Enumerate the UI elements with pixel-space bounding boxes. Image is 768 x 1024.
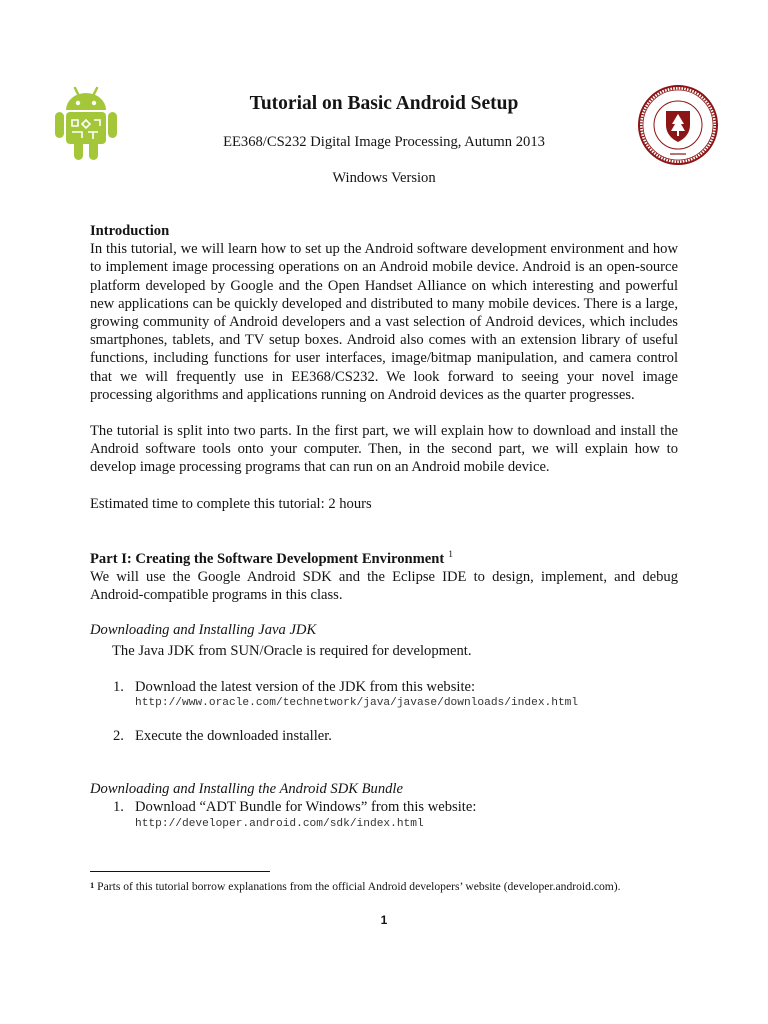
footnote-reference[interactable]: 1 xyxy=(448,549,454,560)
footnote-mark: 1 xyxy=(90,880,95,890)
footnote-text: Parts of this tutorial borrow explanations from the official Android developers’ website (developer.android.com). xyxy=(97,880,621,893)
sdk-download-link[interactable]: http://developer.android.com/sdk/index.html xyxy=(135,817,424,830)
java-step-1 xyxy=(90,678,678,710)
sdk-section-heading: Downloading and Installing the Android SDK Bundle xyxy=(90,781,403,798)
version-line: Windows Version xyxy=(332,170,436,186)
parts-overview-paragraph: The tutorial is split into two parts. In the first part, we will explain how to download and install the Android software tools onto your computer. Then, in the second part, we will explain how to develop image processing programs that can run on an Android mobile device. xyxy=(90,423,678,476)
java-step-2-number: 2. xyxy=(113,728,124,745)
time-estimate: Estimated time to complete this tutorial: 2 hours xyxy=(90,495,372,512)
java-step-1-text: Download the latest version of the JDK from this website: xyxy=(135,678,476,695)
sdk-step-1-body xyxy=(135,798,678,830)
course-line: EE368/CS232 Digital Image Processing, Autumn 2013 xyxy=(223,134,545,150)
footnote xyxy=(90,879,621,894)
java-step-1-number: 1. xyxy=(113,678,124,695)
footnote-divider xyxy=(90,871,270,872)
java-step-2-text: Execute the downloaded installer. xyxy=(135,728,332,745)
document-title: Tutorial on Basic Android Setup xyxy=(249,93,519,114)
java-step-1-body xyxy=(135,678,678,710)
page-number: 1 xyxy=(380,913,388,927)
java-intro: The Java JDK from SUN/Oracle is required for development. xyxy=(112,642,472,659)
introduction-paragraph: In this tutorial, we will learn how to set up the Android software development environment and how to implement image processing operations on an Android mobile device. Android is an open-source platform developed by Google and the Open Handset Alliance on which interesting and powerful new applications can be quickly developed and distributed to many mobile devices. There is a large, growing community of Android developers and a vast selection of Android devices, which includes smartphones, tablets, and TV setup boxes. Android also comes with an extension library of useful functions, including functions for user interfaces, image/bitmap manipulation, and camera control that we will frequently use in EE368/CS232. We look forward to seeing your novel image processing algorithms and applications running on Android devices as the quarter progresses. xyxy=(90,241,678,403)
document-body xyxy=(90,222,678,831)
java-section-heading: Downloading and Installing Java JDK xyxy=(90,622,317,639)
part1-heading xyxy=(90,550,678,568)
part1-paragraph: We will use the Google Android SDK and the Eclipse IDE to design, implement, and debug Android-compatible programs in this class. xyxy=(90,569,678,604)
sdk-step-1-text: Download “ADT Bundle for Windows” from this website: xyxy=(135,799,477,816)
part1-heading-text: Part I: Creating the Software Development Environment xyxy=(90,550,445,567)
jdk-download-link[interactable]: http://www.oracle.com/technetwork/java/javase/downloads/index.html xyxy=(135,697,579,710)
introduction-heading: Introduction xyxy=(90,223,170,239)
sdk-step-1-number: 1. xyxy=(113,799,124,816)
java-step-2 xyxy=(90,727,678,745)
sdk-step-1 xyxy=(90,798,678,830)
